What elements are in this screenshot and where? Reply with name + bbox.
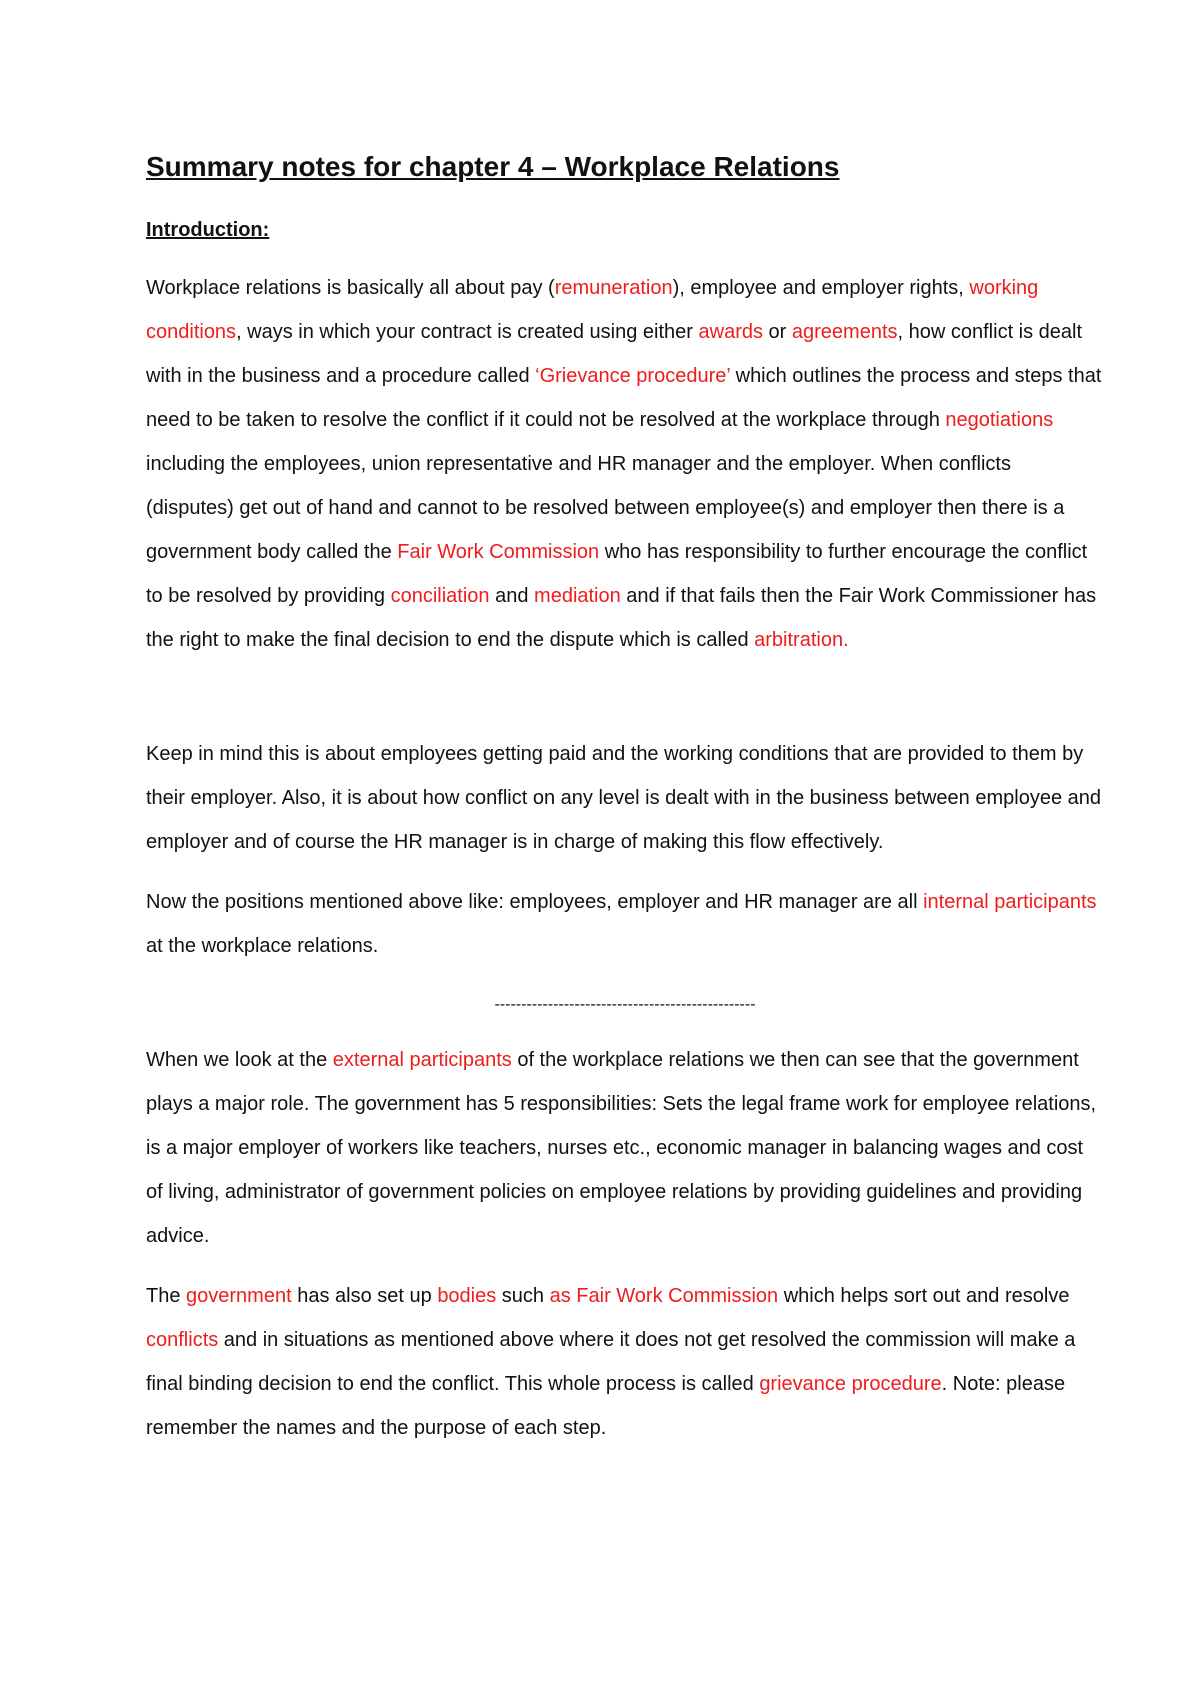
text-run: The — [146, 1284, 187, 1307]
text-run: Now the positions mentioned above like: employees, employer and HR manager are all — [146, 890, 924, 913]
highlighted-term: as Fair Work Commission — [549, 1284, 779, 1307]
highlighted-term: conflicts — [146, 1328, 219, 1351]
text-run: When we look at the — [146, 1048, 333, 1071]
highlighted-term: internal participants — [923, 890, 1097, 913]
highlighted-term: ‘Grievance procedure’ — [535, 364, 731, 387]
section-divider: ------------------------------------------------- — [494, 995, 756, 1013]
paragraph-external-participants — [146, 1038, 1104, 1258]
text-run: which helps sort out and resolve — [778, 1284, 1070, 1307]
highlighted-term: Fair Work Commission — [397, 540, 600, 563]
text-run: has also set up — [291, 1284, 438, 1307]
text-run: and in situations as mentioned above where it does not get resolved the commission will make a final binding decision to end the conflict. This whole process is called — [146, 1328, 1076, 1395]
text-run: or — [762, 320, 792, 343]
introduction-heading: Introduction: — [146, 218, 270, 241]
paragraph-internal-participants — [146, 880, 1104, 968]
highlighted-term: bodies — [437, 1284, 497, 1307]
highlighted-term: grievance procedure — [759, 1372, 942, 1395]
highlighted-term: awards — [698, 320, 763, 343]
highlighted-term: arbitration. — [754, 628, 849, 651]
text-run: of the workplace relations we then can see that the government plays a major role. The government has 5 responsibilities: Sets the legal frame work for employee relations, is a major employer of workers like teachers, nurses etc., economic manager in balancing wages and cost of living, administrator of government policies on employee relations by providing guidelines and providing advice. — [146, 1048, 1097, 1247]
text-run: such — [496, 1284, 550, 1307]
paragraph-government-bodies — [146, 1274, 1104, 1450]
text-run: Workplace relations is basically all about pay ( — [146, 276, 555, 299]
text-run: ), employee and employer rights, — [672, 276, 970, 299]
paragraph-keep-in-mind — [146, 732, 1104, 864]
paragraph-introduction — [146, 266, 1104, 662]
text-run: . Note: please remember the names and the purpose of each step. — [146, 1372, 1066, 1439]
highlighted-term: remuneration — [554, 276, 673, 299]
highlighted-term: government — [186, 1284, 292, 1307]
text-run: and — [489, 584, 535, 607]
text-run: at the workplace relations. — [146, 934, 379, 957]
text-run: which outlines the process and steps that need to be taken to resolve the conflict if it could not be resolved at the workplace through — [146, 364, 1102, 431]
text-run: and if that fails then the Fair Work Commissioner has the right to make the final decision to end the dispute which is called — [146, 584, 1097, 651]
text-run: , ways in which your contract is created using either — [236, 320, 699, 343]
text-run: , how conflict is dealt with in the business and a procedure called — [146, 320, 1083, 387]
highlighted-term: conciliation — [390, 584, 490, 607]
text-run: who has responsibility to further encourage the conflict to be resolved by providing — [146, 540, 1088, 607]
highlighted-term: negotiations — [945, 408, 1054, 431]
highlighted-term: external participants — [332, 1048, 512, 1071]
text-run: Keep in mind this is about employees getting paid and the working conditions that are provided to them by their employer. Also, it is about how conflict on any level is dealt with in the business between employee and employer and of course the HR manager is in charge of making this flow effectively. — [146, 742, 1101, 853]
highlighted-term: agreements — [791, 320, 898, 343]
text-run: including the employees, union representative and HR manager and the employer. When conflicts (disputes) get out of hand and cannot to be resolved between employee(s) and employer then there is a government body called the — [146, 452, 1065, 563]
highlighted-term: working conditions — [146, 276, 1039, 343]
highlighted-term: mediation — [534, 584, 621, 607]
page-title: Summary notes for chapter 4 – Workplace Relations — [146, 151, 840, 182]
